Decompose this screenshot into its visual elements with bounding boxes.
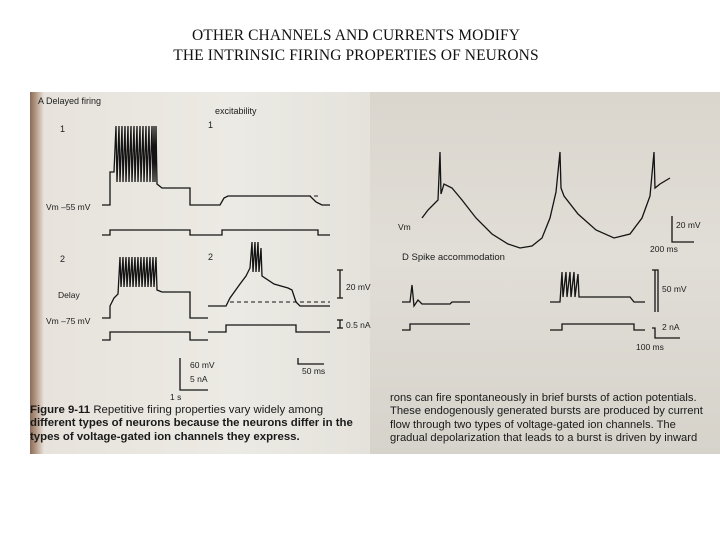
scale-a-vert-05na — [337, 320, 343, 328]
trace-d2-voltage — [550, 272, 645, 302]
label-delay: Delay — [58, 290, 80, 300]
trace-d2-current — [550, 324, 645, 330]
scale-b-horiz — [298, 358, 324, 364]
caption-line-3: types of voltage-gated ion channels they express. — [30, 430, 300, 443]
title-line-1: OTHER CHANNELS AND CURRENTS MODIFY — [191, 27, 521, 44]
body-line-1: rons can fire spontaneously in brief bursts of action potentials. — [390, 392, 697, 404]
trace-b1-current — [208, 230, 330, 235]
trace-a2-voltage — [102, 257, 208, 318]
scale-label-50mv: 50 mV — [662, 284, 687, 294]
trace-c-voltage — [422, 152, 670, 248]
scale-a-vert-20mv — [337, 270, 343, 298]
trace-d1-voltage — [402, 285, 470, 306]
body-line-4: gradual depolarization that leads to a burst is driven by inward — [390, 432, 698, 445]
trace-b2-current — [208, 325, 330, 332]
trace-b2-voltage — [208, 242, 330, 306]
scale-label-50ms: 50 ms — [302, 366, 326, 376]
label-b-row-2: 2 — [208, 252, 214, 262]
scale-label-20mv-c: 20 mV — [676, 220, 701, 230]
scale-label-60mv: 60 mV — [190, 360, 215, 370]
scale-label-20mv: 20 mV — [346, 282, 371, 292]
label-row-2: 2 — [60, 254, 66, 264]
label-b-row-1: 1 — [208, 120, 214, 130]
label-panel-a: A Delayed firing — [38, 96, 102, 106]
scale-label-05na: 0.5 nA — [346, 320, 371, 330]
trace-a2-current — [102, 332, 208, 340]
trace-a1-current — [102, 230, 208, 235]
slide-title — [0, 26, 712, 66]
scale-label-1s: 1 s — [170, 392, 182, 402]
label-vm-a2: Vm –75 mV — [46, 316, 91, 326]
body-line-3: flow through two types of voltage-gated ion channels. The — [390, 418, 676, 431]
scale-label-5na: 5 nA — [190, 374, 208, 384]
label-row-1: 1 — [60, 124, 66, 134]
label-panel-d: D Spike accommodation — [402, 252, 505, 263]
title-line-2: THE INTRINSIC FIRING PROPERTIES OF NEURONS — [173, 47, 539, 64]
scale-label-2na: 2 nA — [662, 322, 680, 332]
scale-label-200ms: 200 ms — [650, 244, 678, 254]
figure-caption — [30, 404, 365, 444]
caption-line-1: Repetitive firing properties vary widely among — [93, 404, 324, 416]
trace-d1-current — [402, 324, 470, 330]
label-panel-b: excitability — [215, 106, 257, 116]
label-vm-a1: Vm –55 mV — [46, 202, 91, 212]
trace-a1-voltage — [102, 126, 208, 205]
scale-label-100ms: 100 ms — [636, 342, 664, 352]
scanned-figure — [30, 92, 720, 454]
body-text — [390, 392, 720, 446]
caption-line-2: different types of neurons because the neurons differ in the — [30, 417, 353, 430]
trace-b1-voltage — [208, 196, 330, 205]
body-line-2: These endogenously generated bursts are produced by current — [390, 405, 703, 418]
label-vm-c: Vm — [398, 222, 411, 232]
caption-fig-number: Figure 9-11 — [30, 404, 91, 416]
